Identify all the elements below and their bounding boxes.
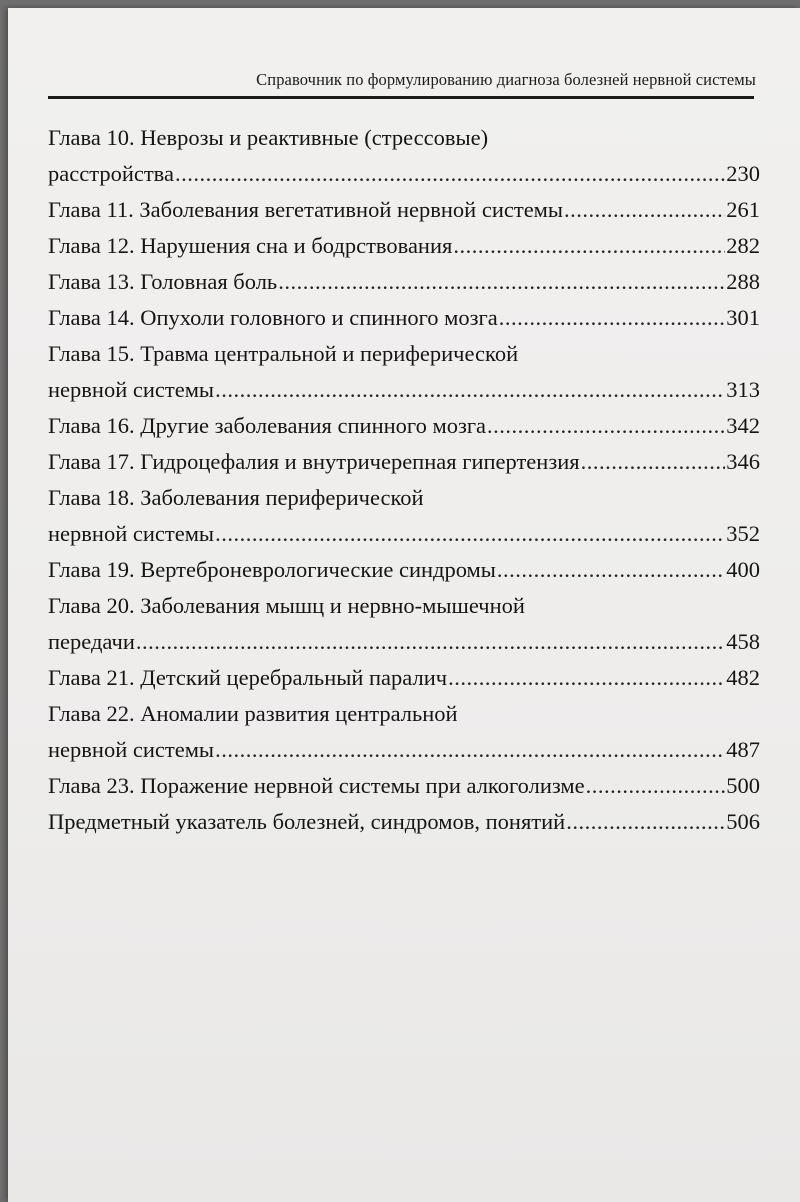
dot-leader xyxy=(564,192,725,228)
toc-page-number: 313 xyxy=(726,377,760,402)
toc-entry xyxy=(48,300,760,336)
toc-entry-line xyxy=(48,768,760,804)
toc-entry-line xyxy=(48,156,760,192)
toc-entry-title: Глава 16. Другие заболевания спинного мозга xyxy=(48,413,487,438)
toc-entry xyxy=(48,480,760,552)
toc-entry-title: Глава 11. Заболевания вегетативной нервной системы xyxy=(48,197,564,222)
dot-leader xyxy=(136,624,725,660)
toc-entry-title-line: Глава 15. Травма центральной и периферической xyxy=(48,341,519,366)
toc-entry-line xyxy=(48,660,760,696)
toc-entry xyxy=(48,804,760,840)
toc-entry-line xyxy=(48,228,760,264)
table-of-contents xyxy=(48,120,760,840)
toc-entry xyxy=(48,192,760,228)
dot-leader xyxy=(581,444,726,480)
dot-leader xyxy=(566,804,725,840)
toc-entry-title: Глава 21. Детский церебральный паралич xyxy=(48,665,448,690)
toc-page-number: 458 xyxy=(726,629,760,654)
toc-page-number: 346 xyxy=(726,449,760,474)
toc-entry-title: Глава 19. Вертеброневрологические синдромы xyxy=(48,557,496,582)
toc-entry xyxy=(48,588,760,660)
toc-page-number: 282 xyxy=(726,233,760,258)
book-page xyxy=(8,8,800,1202)
toc-entry-title-line: Глава 18. Заболевания периферической xyxy=(48,485,424,510)
toc-page-number: 261 xyxy=(726,197,760,222)
toc-page-number: 400 xyxy=(726,557,760,582)
dot-leader xyxy=(499,300,725,336)
dot-leader xyxy=(215,516,725,552)
toc-page-number: 230 xyxy=(726,161,760,186)
toc-page-number: 500 xyxy=(726,773,760,798)
dot-leader xyxy=(487,408,725,444)
toc-page-number: 482 xyxy=(726,665,760,690)
toc-entry-line xyxy=(48,372,760,408)
toc-entry xyxy=(48,660,760,696)
toc-entry xyxy=(48,408,760,444)
toc-entry xyxy=(48,228,760,264)
toc-page-number: 506 xyxy=(726,809,760,834)
toc-page-number: 288 xyxy=(726,269,760,294)
dot-leader xyxy=(278,264,725,300)
toc-entry xyxy=(48,552,760,588)
dot-leader xyxy=(448,660,725,696)
toc-entry-title: нервной системы xyxy=(48,521,215,546)
toc-entry-line xyxy=(48,516,760,552)
toc-entry-line xyxy=(48,552,760,588)
dot-leader xyxy=(453,228,725,264)
toc-entry-line xyxy=(48,732,760,768)
dot-leader xyxy=(586,768,726,804)
toc-entry-title: нервной системы xyxy=(48,737,215,762)
toc-entry-line xyxy=(48,408,760,444)
toc-entry xyxy=(48,696,760,768)
toc-entry-title: передачи xyxy=(48,629,135,654)
toc-entry-title-line: Глава 10. Неврозы и реактивные (стрессовые) xyxy=(48,125,489,150)
toc-entry-line xyxy=(48,264,760,300)
toc-entry-title: Глава 23. Поражение нервной системы при алкоголизме xyxy=(48,773,585,798)
running-header: Справочник по формулированию диагноза болезней нервной системы xyxy=(256,70,756,89)
toc-entry-title-line: Глава 22. Аномалии развития центральной xyxy=(48,701,458,726)
dot-leader xyxy=(497,552,725,588)
toc-entry-line xyxy=(48,444,760,480)
dot-leader xyxy=(215,372,725,408)
toc-entry-line xyxy=(48,624,760,660)
toc-page-number: 487 xyxy=(726,737,760,762)
toc-page-number: 352 xyxy=(726,521,760,546)
dot-leader xyxy=(215,732,725,768)
toc-entry xyxy=(48,768,760,804)
toc-entry xyxy=(48,264,760,300)
header-rule xyxy=(48,96,754,99)
toc-page-number: 342 xyxy=(726,413,760,438)
toc-entry-line xyxy=(48,192,760,228)
toc-entry-title: Глава 14. Опухоли головного и спинного мозга xyxy=(48,305,498,330)
toc-entry xyxy=(48,444,760,480)
toc-entry-title: Глава 12. Нарушения сна и бодрствования xyxy=(48,233,453,258)
toc-entry-title: расстройства xyxy=(48,161,174,186)
toc-entry xyxy=(48,120,760,192)
toc-entry-title-line: Глава 20. Заболевания мышц и нервно-мышечной xyxy=(48,593,525,618)
toc-entry xyxy=(48,336,760,408)
toc-entry-title: Предметный указатель болезней, синдромов, понятий xyxy=(48,809,566,834)
toc-entry-title: нервной системы xyxy=(48,377,215,402)
toc-page-number: 301 xyxy=(726,305,760,330)
toc-entry-title: Глава 13. Головная боль xyxy=(48,269,278,294)
dot-leader xyxy=(175,156,725,192)
toc-entry-title: Глава 17. Гидроцефалия и внутричерепная гипертензия xyxy=(48,449,580,474)
toc-entry-line xyxy=(48,804,760,840)
toc-entry-line xyxy=(48,300,760,336)
